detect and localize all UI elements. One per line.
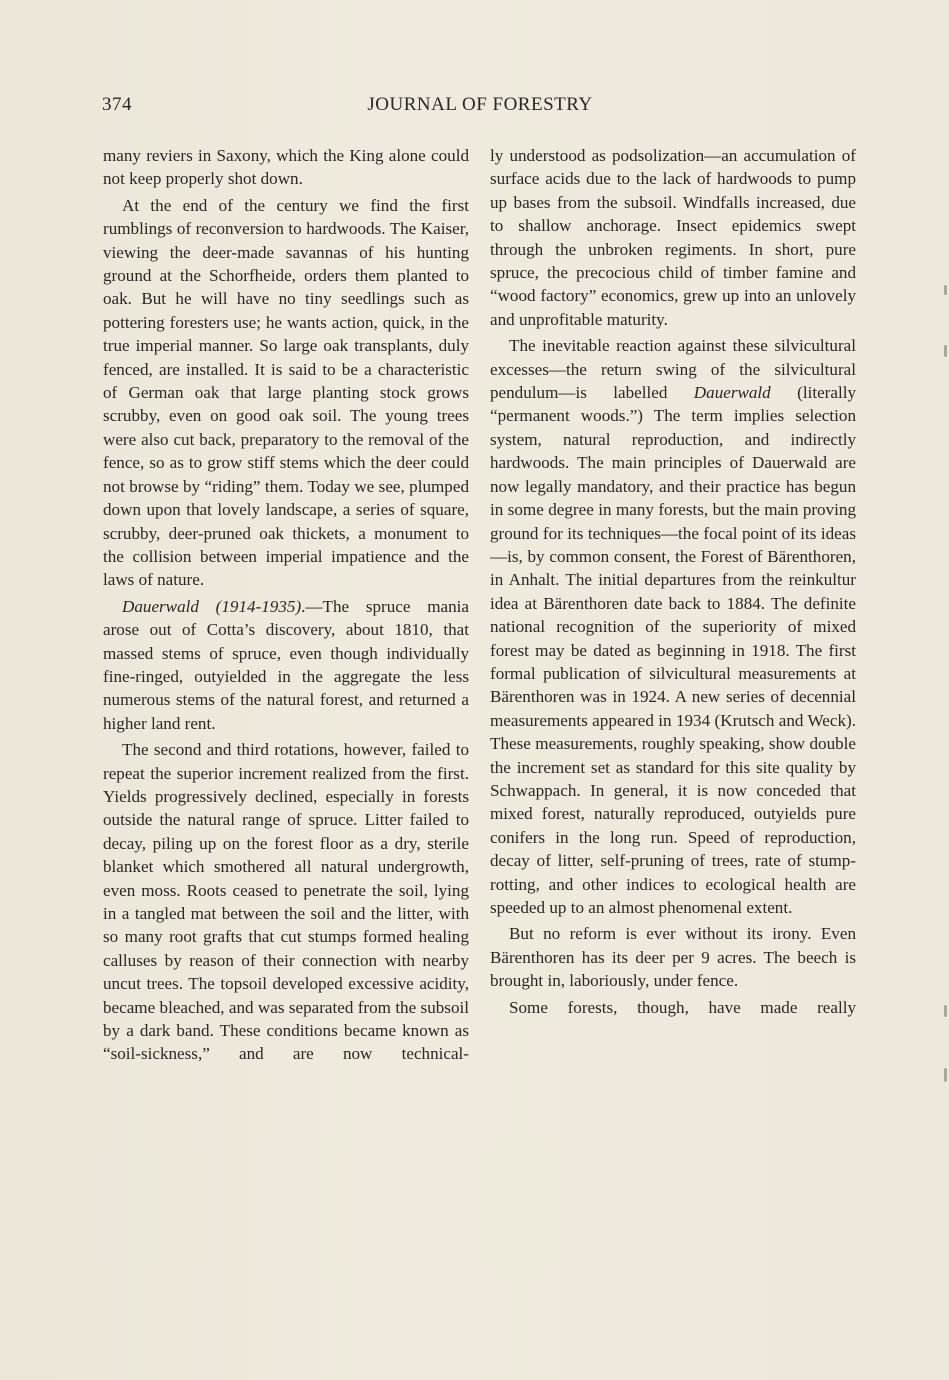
page-edge-mark <box>944 285 947 295</box>
section-paragraph <box>103 595 469 735</box>
paragraph: Some forests, though, have made really <box>509 997 856 1017</box>
italic-term: Dauerwald <box>693 383 771 403</box>
paragraph: At the end of the century we find the first rumblings of reconversion to hardwoods. The Kaiser, viewing the deer-made savannas of his hunting ground at the Schorfheide, orders them planted to oak. But he will have no tiny seedlings such as pottering foresters use; he wants action, quick, in the true imperial manner. So large oak transplants, duly fenced, are installed. It is said to be a characteristic of German oak that large planting stock grows scrubby, even on good oak soil. The young trees were also cut back, preparatory to the removal of the fence, so as to grow stiff stems which the deer could not browse by “riding” them. Today we see, plumped down upon that lovely landscape, a series of square, scrubby, deer-pruned oak thickets, a monument to the collision between imperial impatience and the laws of nature. <box>103 195 469 590</box>
left-column <box>103 144 469 1069</box>
page-edge-mark <box>944 1068 947 1082</box>
page-edge-mark <box>944 345 947 357</box>
paragraph: many reviers in Saxony, which the King alone could not keep properly shot down. <box>103 146 469 189</box>
paragraph-text: .—The spruce mania arose out of Cotta’s discovery, about 1810, that massed stems of spruce, even though individually fine-ringed, outyielded in the aggregate the less numerous stems of the natural forest, and returned a higher land rent. <box>103 596 469 733</box>
paragraph <box>490 334 856 919</box>
right-column <box>490 144 856 1022</box>
page-number: 374 <box>102 94 132 115</box>
paragraph: But no reform is ever without its irony. Even Bärenthoren has its deer per 9 acres. The beech is brought in, laboriously, under fence. <box>490 924 856 991</box>
paragraph-text: The inevitable reaction against these silvicultural excesses—the return swing of the silvicultural pendulum—is labelled <box>490 336 856 403</box>
paragraph: The second and third rotations, however, failed to repeat the superior increment realized from the first. Yields progressively declined, especially in forests outside the natural range of spruce. Litter failed to decay, piling up on the forest floor as a dry, sterile blanket which smothered all natural undergrowth, even moss. Roots ceased to penetrate the soil, lying in a tangled mat between the soil and the litter, with so many root grafts that cut stumps formed healing calluses by reason of their connection with nearby uncut trees. The topsoil developed excessive acidity, became bleached, and was separated from the subsoil by a dark band. These conditions became known as “soil-sickness,” and are now technical- <box>103 740 469 1064</box>
paragraph: ly understood as podsolization—an accumulation of surface acids due to the lack of hardwoods to pump up bases from the subsoil. Windfalls increased, due to shallow anchorage. Insect epidemics swept through the unbroken regiments. In short, pure spruce, the precocious child of timber famine and “wood factory” economics, grew up into an unlovely and unprofitable maturity. <box>490 146 856 329</box>
paragraph-text: (literally “permanent woods.”) The term implies selection system, natural reproduction, and indirectly hardwoods. The main principles of Dauerwald are now legally mandatory, and their practice has begun in some degree in many forests, but the main proving ground for its techniques—the focal point of its ideas—is, by common consent, the Forest of Bärenthoren, in Anhalt. The initial departures from the reinkultur idea at Bärenthoren date back to 1884. The definite national recognition of the superiority of mixed forest may be dated as beginning in 1918. The first formal publication of silvicultural measurements at Bärenthoren was in 1924. A new series of decennial measurements appeared in 1934 (Krutsch and Weck). These measurements, roughly speaking, show double the increment set as standard for this site quality by Schwappach. In general, it is now conceded that mixed forest, naturally reproduced, outyields pure conifers in the long run. Speed of reproduction, decay of litter, self-pruning of trees, rate of stump-rotting, and other indices to ecological health are speeded up to an almost phenomenal extent. <box>490 383 856 917</box>
running-header-title: JOURNAL OF FORESTRY <box>367 94 593 115</box>
section-heading: Dauerwald (1914-1935) <box>122 596 302 616</box>
page-edge-mark <box>944 1005 947 1017</box>
